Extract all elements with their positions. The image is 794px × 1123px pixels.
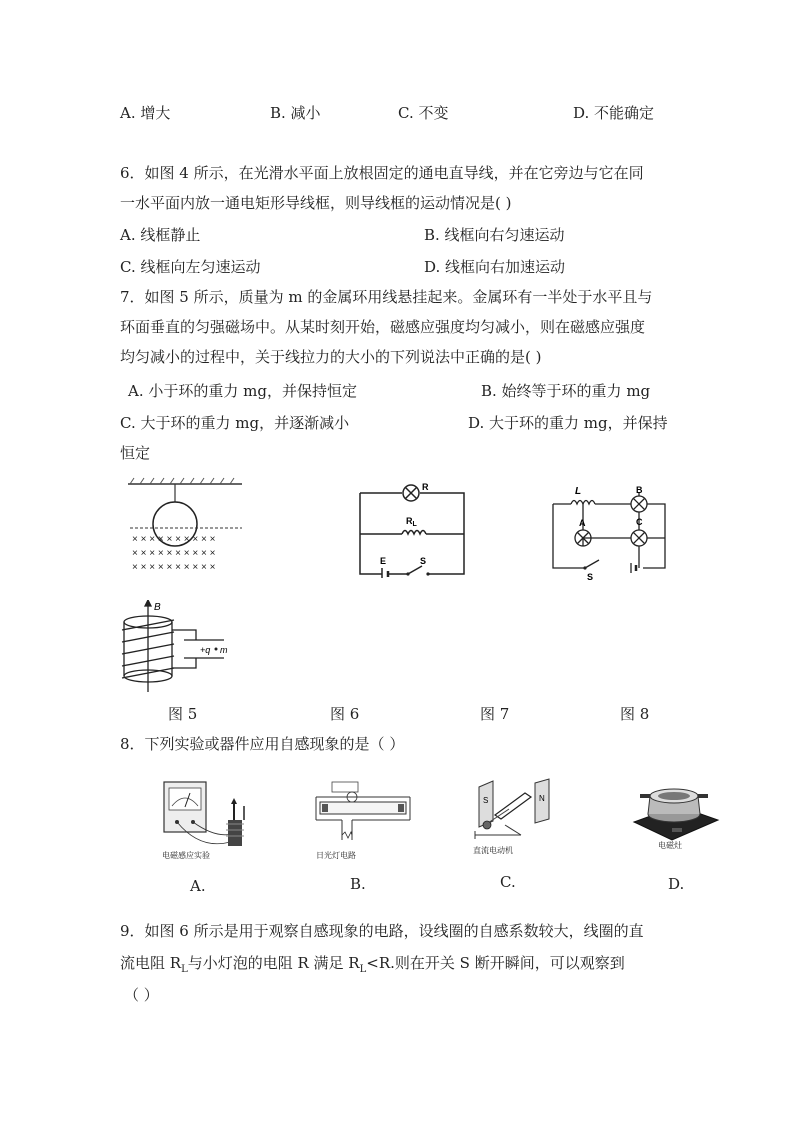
svg-text:N: N — [539, 794, 545, 803]
q8-image-c — [465, 775, 565, 864]
q9-stem-line2: 流电阻 $R_L$与小灯泡的电阻 R 满足 $R_L<R$.则在开关 S 断开瞬间，可以观察到 — [120, 954, 625, 975]
q6-stem-line2: 一水平面内放一通电矩形导线框，则导线框的运动情况是( ) — [120, 194, 512, 212]
q8-caption-d: 电磁灶 — [658, 841, 682, 850]
figure-7-circuit — [543, 482, 673, 582]
fig8-label-b: B — [154, 602, 161, 613]
q7-option-b: B. 始终等于环的重力 mg — [481, 382, 651, 400]
q7-option-c: C. 大于环的重力 mg，并逐渐减小 — [120, 414, 350, 432]
svg-text:× × × × × × × × × ×: × × × × × × × × × × — [132, 534, 216, 545]
q6-option-a: A. 线框静止 — [120, 226, 201, 244]
figure-5-ring-diagram — [120, 476, 250, 581]
fig8-label-m: m — [220, 645, 228, 655]
q8-caption-b: 日光灯电路 — [316, 851, 356, 860]
figure-7-label: 图 7 — [480, 705, 510, 723]
fig7-label-l: L — [575, 486, 582, 497]
q7-option-d-continued: 恒定 — [120, 444, 151, 462]
q5-option-a: A. 增大 — [120, 104, 171, 122]
fig7-label-c: C — [636, 517, 643, 527]
fig6-label-s: S — [420, 556, 427, 566]
figure-6-label: 图 6 — [330, 705, 360, 723]
figure-6-circuit — [352, 478, 472, 578]
q8-caption-a: 电磁感应实验 — [162, 851, 210, 860]
fig7-label-b: B — [636, 485, 643, 495]
q5-option-d: D. 不能确定 — [573, 104, 655, 122]
q6-stem-line1: 6．如图 4 所示，在光滑水平面上放根固定的通电直导线，并在它旁边与它在同 — [120, 164, 644, 182]
fig7-label-s: S — [587, 572, 594, 582]
q7-option-d: D. 大于环的重力 mg，并保持 — [468, 414, 668, 432]
q8-image-b — [312, 780, 412, 864]
q6-option-c: C. 线框向左匀速运动 — [120, 258, 261, 276]
fig8-label-q: +q — [200, 645, 211, 655]
q7-stem-line3: 均匀减小的过程中，关于线拉力的大小的下列说法中正确的是( ) — [120, 348, 542, 366]
q8-caption-c: 直流电动机 — [473, 846, 513, 855]
figure-5-label: 图 5 — [168, 705, 198, 723]
q6-option-d: D. 线框向右加速运动 — [424, 258, 566, 276]
q8-stem: 8．下列实验或器件应用自感现象的是（ ） — [120, 735, 405, 753]
fig7-label-a: A — [579, 518, 586, 528]
q7-stem-line2: 环面垂直的匀强磁场中。从某时刻开始，磁感应强度均匀减小，则在磁感应强度 — [120, 318, 646, 336]
svg-text:× × × × × × × × × ×: × × × × × × × × × × — [132, 562, 216, 573]
q9-stem-line3: （ ） — [124, 986, 159, 1004]
svg-text:S: S — [483, 796, 489, 805]
q7-option-a: A. 小于环的重力 mg，并保持恒定 — [128, 382, 357, 400]
fig6-label-r: R — [422, 482, 429, 492]
q5-option-b: B. 减小 — [270, 104, 321, 122]
q8-image-a — [160, 780, 260, 864]
q6-option-b: B. 线框向右匀速运动 — [424, 226, 565, 244]
fig6-label-rl: $R_L$ — [406, 516, 417, 528]
q8-image-d — [628, 776, 720, 864]
fig6-label-e: E — [380, 556, 387, 566]
svg-text:× × × × × × × × × ×: × × × × × × × × × × — [132, 548, 216, 559]
q8-letter-c: C. — [500, 873, 516, 891]
q7-stem-line1: 7．如图 5 所示，质量为 m 的金属环用线悬挂起来。金属环有一半处于水平且与 — [120, 288, 653, 306]
q8-letter-b: B. — [350, 875, 366, 893]
q5-option-c: C. 不变 — [398, 104, 449, 122]
q8-letter-a: A. — [190, 877, 206, 895]
figure-8-label: 图 8 — [620, 705, 650, 723]
q8-letter-d: D. — [668, 875, 685, 893]
figure-8-solenoid — [116, 600, 236, 692]
q9-stem-line1: 9．如图 6 所示是用于观察自感现象的电路，设线圈的自感系数较大，线圈的直 — [120, 922, 644, 940]
